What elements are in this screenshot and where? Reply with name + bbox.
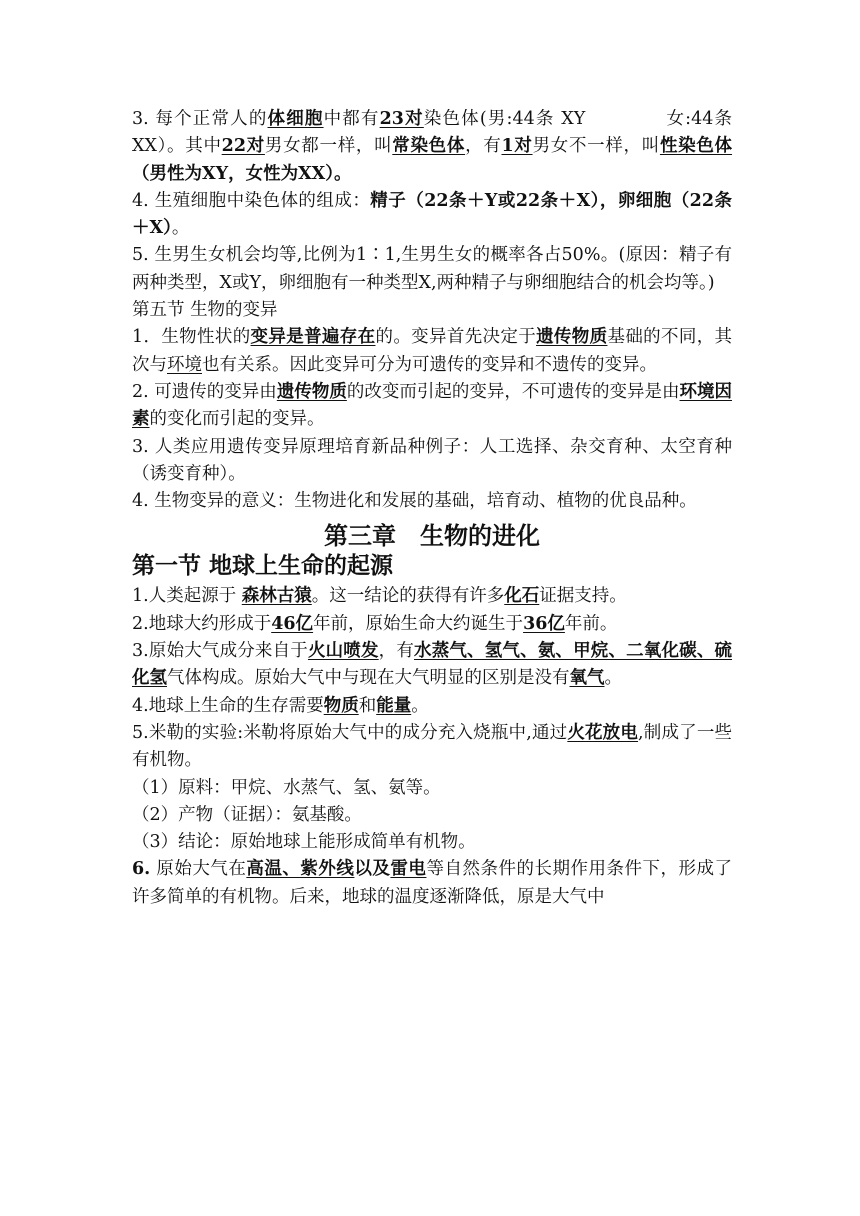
text: 4.地球上生命的生存需要	[132, 695, 324, 716]
keyword: 46亿	[271, 613, 314, 634]
text: 和	[358, 695, 377, 716]
origin-item-2	[132, 611, 732, 638]
paragraph-sex-ratio: 5. 生男生女机会均等,比例为1∶1,生男生女的概率各占50%。(原因：精子有两种类型，X或Y，卵细胞有一种类型X,两种精子与卵细胞结合的机会均等。)	[132, 245, 732, 293]
keyword: 精子（22条＋Y或22条＋X），卵细胞（22条＋X）	[132, 190, 732, 239]
origin-item-6	[132, 856, 732, 911]
keyword: 1对	[501, 136, 533, 157]
keyword: 高温、紫外线	[246, 859, 355, 880]
keyword: 性染色体	[659, 136, 733, 157]
text: 5.米勒的实验:米勒将原始大气中的成分充入烧瓶中,通过	[132, 722, 568, 743]
text: 染色体(男:44条 XY	[423, 109, 586, 129]
origin-item-4	[132, 693, 732, 720]
text: 基础的不同，其次与	[132, 327, 733, 375]
keyword: 23对	[379, 109, 424, 129]
paragraph-chromosome-count	[132, 106, 732, 188]
keyword: 化石	[504, 586, 540, 607]
keyword: 遗传物质	[536, 327, 608, 348]
document-page	[132, 106, 732, 911]
keyword: 遗传物质	[276, 381, 347, 402]
item-number: 6.	[132, 859, 151, 880]
keyword: 常染色体	[392, 136, 466, 157]
keyword: 环境因素	[132, 381, 733, 430]
text: 3.原始大气成分来自于	[132, 641, 308, 662]
text: 4. 生殖细胞中染色体的组成：	[132, 190, 371, 211]
text: 男女都一样，叫	[264, 136, 393, 157]
origin-item-5	[132, 720, 732, 775]
text: 1．生物性状的	[132, 327, 251, 348]
miller-product: （2）产物（证据）：氨基酸。	[132, 804, 362, 825]
text: 2. 可遗传的变异由	[132, 381, 277, 402]
section-title: 第一节 地球上生命的起源	[132, 553, 394, 580]
variation-item-1	[132, 324, 732, 379]
text: 的。变异首先决定于	[375, 327, 537, 348]
text: 年前，原始生命大约诞生于	[313, 613, 524, 634]
text: 也有关系。因此变异可分为可遗传的变异和不遗传的变异。	[202, 354, 657, 375]
text: 1.人类起源于	[132, 586, 242, 607]
text: 中都有	[323, 109, 380, 129]
keyword: 氧气	[569, 668, 605, 689]
keyword: 水蒸气、氢气、氨、甲烷、二氧化碳、硫化氢	[132, 641, 733, 689]
text: ,制成了一些有机物。	[132, 722, 733, 771]
text: 。	[171, 218, 190, 239]
text: 2.地球大约形成于	[132, 613, 272, 634]
text: 。这一结论的获得有许多	[311, 586, 505, 607]
keyword: 变异是普遍存在	[250, 327, 376, 348]
variation-item-3: 3. 人类应用遗传变异原理培育新品种例子：人工选择、杂交育种、太空育种（诱变育种）。	[132, 436, 732, 484]
text: 原始大气在	[150, 859, 247, 880]
keyword: 森林古猿	[241, 586, 312, 607]
paragraph-germ-cell	[132, 188, 732, 243]
text: 3. 每个正常人的	[132, 109, 268, 129]
miller-conclusion: （3）结论：原始地球上能形成简单有机物。	[132, 832, 476, 853]
text: 年前。	[564, 613, 618, 634]
variation-item-4: 4. 生物变异的意义：生物进化和发展的基础，培育动、植物的优良品种。	[132, 491, 697, 512]
chapter-title: 第三章 生物的进化	[324, 522, 540, 551]
text: 。	[604, 668, 622, 689]
text: 的变化而引起的变异。	[149, 409, 325, 430]
section-heading-variation: 第五节 生物的变异	[132, 300, 278, 321]
text: 。	[411, 695, 429, 716]
keyword: 36亿	[523, 613, 565, 634]
origin-item-1	[132, 583, 732, 610]
text: 证据支持。	[539, 586, 627, 607]
miller-material: （1）原料：甲烷、水蒸气、氢、氨等。	[132, 777, 441, 798]
keyword: 火花放电	[567, 722, 639, 743]
keyword: 体细胞	[267, 109, 324, 129]
text: ，有	[378, 641, 415, 662]
text: 的改变而引起的变异，不可遗传的变异是由	[346, 381, 680, 402]
text: 女:44条 XX）。其中	[132, 109, 733, 157]
text: （男性为XY，女性为XX）。	[132, 163, 352, 184]
text: 等自然条件的长期作用条件下，形成了许多简单的有机物。后来，地球的温度逐渐降低，原是大气中	[132, 859, 733, 907]
text: 气体构成。原始大气中与现在大气明显的区别是没有	[167, 668, 570, 689]
text: ，有	[465, 136, 502, 157]
keyword: 雷电	[390, 859, 427, 880]
keyword: 环境	[167, 354, 202, 375]
keyword: 22对	[221, 136, 265, 157]
origin-item-3	[132, 638, 732, 693]
text: 以及	[354, 859, 391, 880]
keyword: 火山喷发	[307, 641, 379, 662]
keyword: 能量	[376, 695, 412, 716]
variation-item-2	[132, 379, 732, 434]
text: 男女不一样，叫	[532, 136, 660, 157]
keyword: 物质	[323, 695, 359, 716]
